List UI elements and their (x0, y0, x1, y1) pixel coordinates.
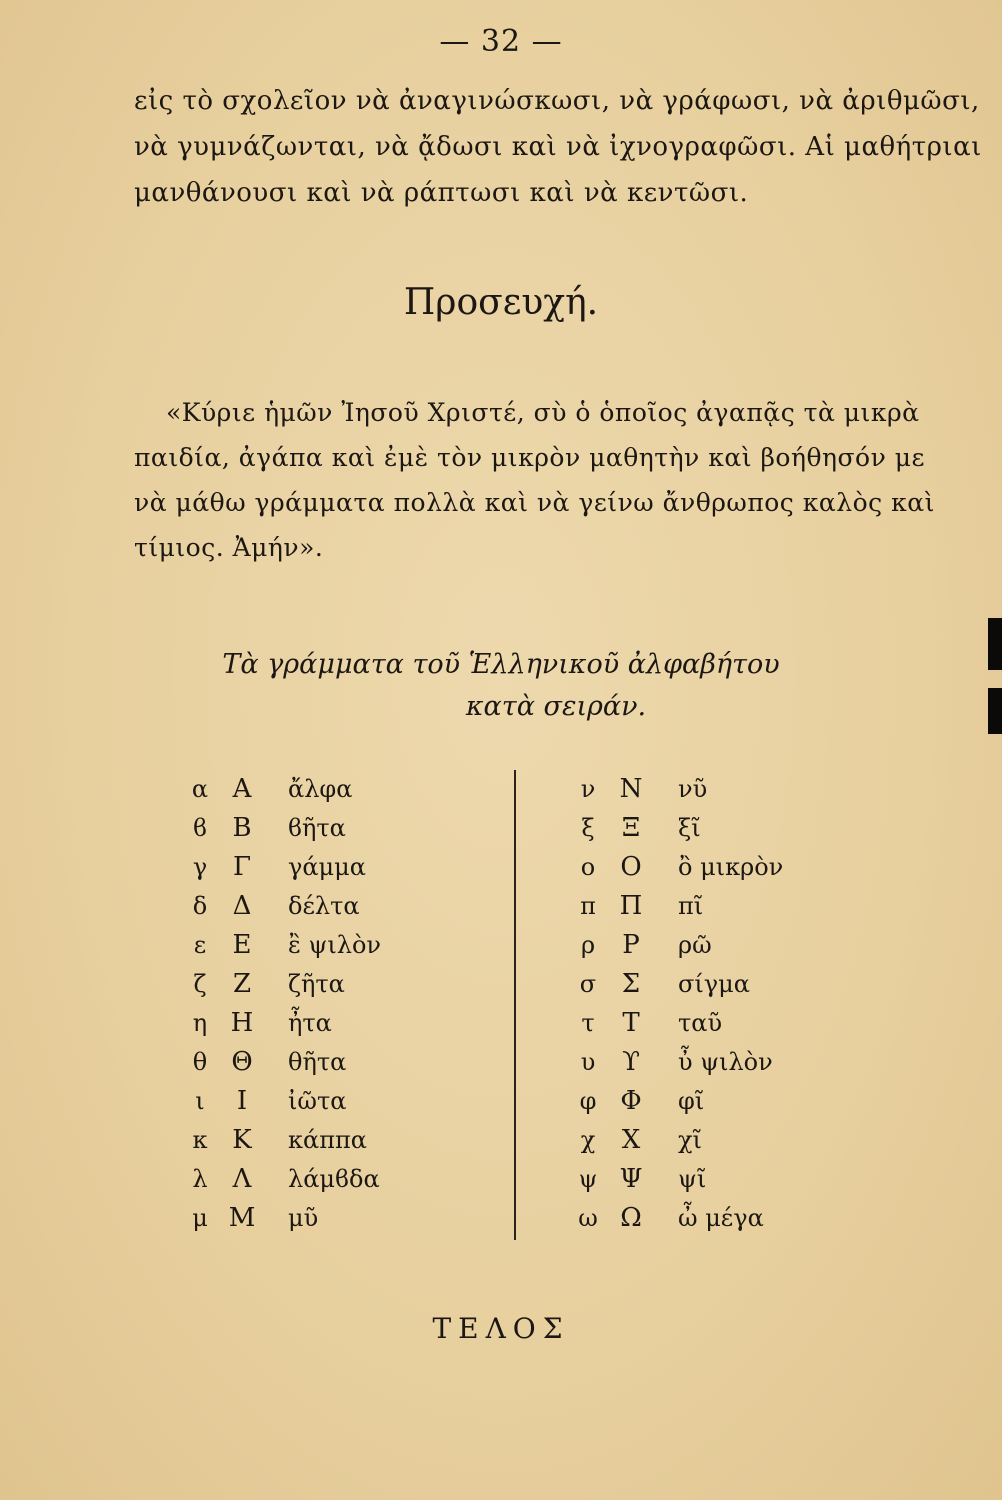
alphabet-title-line2: κατὰ σειράν. (465, 691, 647, 722)
prayer-line: νὰ μάθω γράμματα πολλὰ καὶ νὰ γείνω ἄνθρωπος καλὸς καὶ (134, 488, 935, 517)
uppercase-letter: Ζ (232, 969, 252, 999)
lowercase-letter: π (580, 892, 596, 920)
column-divider (514, 770, 516, 1240)
uppercase-letter: Ν (619, 774, 643, 804)
letter-name: ταῦ (678, 1009, 723, 1037)
letter-name: ἰῶτα (288, 1087, 347, 1115)
letter-name: ϐῆτα (288, 814, 346, 842)
prayer-paragraph (134, 390, 935, 570)
lowercase-letter: ζ (193, 970, 207, 998)
alphabet-row (568, 1082, 783, 1121)
letter-name: πῖ (678, 892, 704, 920)
letter-name: ζῆτα (288, 970, 345, 998)
alphabet-row (568, 926, 783, 965)
letter-name: ἦτα (288, 1009, 332, 1037)
uppercase-letter: Μ (228, 1203, 256, 1233)
intro-paragraph (134, 78, 982, 216)
alphabet-row (568, 1199, 783, 1238)
lowercase-letter: σ (579, 970, 597, 998)
alphabet-row (568, 770, 783, 809)
alphabet-row (180, 1004, 381, 1043)
page-number: — 32 — (439, 24, 563, 59)
lowercase-letter: υ (580, 1048, 596, 1076)
alphabet-row (180, 1160, 381, 1199)
alphabet-row (180, 770, 381, 809)
uppercase-letter: Ψ (619, 1164, 643, 1194)
alphabet-row (180, 848, 381, 887)
alphabet-row (568, 1004, 783, 1043)
uppercase-letter: Χ (621, 1125, 641, 1155)
uppercase-letter: Η (230, 1008, 254, 1038)
lowercase-letter: ξ (581, 814, 595, 842)
lowercase-letter: ϐ (193, 814, 207, 842)
letter-name: ρῶ (678, 931, 712, 959)
alphabet-row (568, 965, 783, 1004)
letter-name: νῦ (678, 775, 708, 803)
alphabet-table (180, 770, 840, 1240)
letter-name: ἄλφα (288, 775, 353, 803)
uppercase-letter: Ρ (622, 930, 640, 960)
uppercase-letter: Θ (231, 1047, 253, 1077)
lowercase-letter: ο (580, 853, 596, 881)
alphabet-row (180, 809, 381, 848)
uppercase-letter: Ω (620, 1203, 642, 1233)
lowercase-letter: φ (579, 1087, 597, 1115)
uppercase-letter: Ε (232, 930, 252, 960)
letter-name: χῖ (678, 1126, 702, 1154)
alphabet-row (568, 809, 783, 848)
uppercase-letter: Σ (621, 969, 641, 999)
lowercase-letter: η (192, 1009, 208, 1037)
alphabet-right-column (568, 770, 783, 1238)
uppercase-letter: Ι (236, 1086, 248, 1116)
intro-line: μανθάνουσι καὶ νὰ ράπτωσι καὶ νὰ κεντῶσι. (134, 178, 749, 208)
letter-name: ὖ ψιλὸν (678, 1048, 773, 1076)
lowercase-letter: γ (192, 853, 208, 881)
lowercase-letter: ν (580, 775, 596, 803)
letter-name: λάμϐδα (288, 1165, 380, 1193)
lowercase-letter: ψ (578, 1165, 598, 1193)
lowercase-letter: θ (192, 1048, 208, 1076)
uppercase-letter: Δ (232, 891, 252, 921)
uppercase-letter: Κ (232, 1125, 252, 1155)
letter-name: κάππα (288, 1126, 367, 1154)
uppercase-letter: Τ (622, 1008, 640, 1038)
uppercase-letter: ϒ (622, 1047, 640, 1077)
letter-name: μῦ (288, 1204, 319, 1232)
uppercase-letter: Ο (620, 852, 642, 882)
lowercase-letter: ω (578, 1204, 598, 1232)
uppercase-letter: Π (619, 891, 643, 921)
alphabet-title-line1: Τὰ γράμματα τοῦ Ἑλληνικοῦ ἀλφαβήτου (222, 649, 780, 680)
lowercase-letter: χ (580, 1126, 596, 1154)
alphabet-row (568, 1043, 783, 1082)
uppercase-letter: Α (232, 774, 252, 804)
alphabet-title (0, 644, 1002, 728)
uppercase-letter: Γ (232, 852, 252, 882)
alphabet-row (180, 1121, 381, 1160)
lowercase-letter: κ (192, 1126, 208, 1154)
lowercase-letter: λ (192, 1165, 208, 1193)
alphabet-row (180, 926, 381, 965)
binding-mark-bottom (988, 688, 1002, 734)
letter-name: ὂ μικρὸν (678, 853, 784, 881)
lowercase-letter: α (191, 775, 209, 803)
letter-name: δέλτα (288, 892, 360, 920)
letter-name: ὦ μέγα (678, 1204, 764, 1232)
letter-name: ξῖ (678, 814, 701, 842)
end-word: ΤΕΛΟΣ (432, 1312, 570, 1345)
binding-mark-top (988, 618, 1002, 670)
uppercase-letter: Λ (232, 1164, 252, 1194)
letter-name: θῆτα (288, 1048, 347, 1076)
alphabet-row (180, 887, 381, 926)
prayer-line: παιδία, ἀγάπα καὶ ἐμὲ τὸν μικρὸν μαθητὴν καὶ βοήθησόν με (134, 443, 925, 472)
prayer-line: τίμιος. Ἀμήν». (134, 533, 324, 562)
alphabet-row (180, 1082, 381, 1121)
lowercase-letter: ε (193, 931, 207, 959)
letter-name: φῖ (678, 1087, 705, 1115)
lowercase-letter: τ (581, 1009, 595, 1037)
letter-name: γάμμα (288, 853, 366, 881)
intro-line: εἰς τὸ σχολεῖον νὰ ἀναγινώσκωσι, νὰ γράφωσι, νὰ ἀριθμῶσι, (134, 86, 980, 116)
alphabet-left-column (180, 770, 381, 1238)
prayer-title: Προσευχή. (403, 282, 599, 323)
lowercase-letter: ρ (580, 931, 596, 959)
uppercase-letter: Β (232, 813, 252, 843)
alphabet-row (180, 1043, 381, 1082)
letter-name: ψῖ (678, 1165, 707, 1193)
uppercase-letter: Ξ (621, 813, 641, 843)
lowercase-letter: μ (192, 1204, 208, 1232)
alphabet-row (568, 1121, 783, 1160)
letter-name: ἒ ψιλὸν (288, 931, 381, 959)
prayer-line: «Κύριε ἡμῶν Ἰησοῦ Χριστέ, σὺ ὁ ὁποῖος ἀγαπᾷς τὰ μικρὰ (166, 398, 920, 427)
alphabet-row (568, 887, 783, 926)
alphabet-row (568, 1160, 783, 1199)
intro-line: νὰ γυμνάζωνται, νὰ ᾄδωσι καὶ νὰ ἰχνογραφῶσι. Αἱ μαθήτριαι (134, 132, 982, 162)
letter-name: σίγμα (678, 970, 750, 998)
alphabet-row (180, 965, 381, 1004)
alphabet-row (180, 1199, 381, 1238)
alphabet-row (568, 848, 783, 887)
uppercase-letter: Φ (620, 1086, 642, 1116)
lowercase-letter: ι (195, 1087, 205, 1115)
lowercase-letter: δ (192, 892, 208, 920)
